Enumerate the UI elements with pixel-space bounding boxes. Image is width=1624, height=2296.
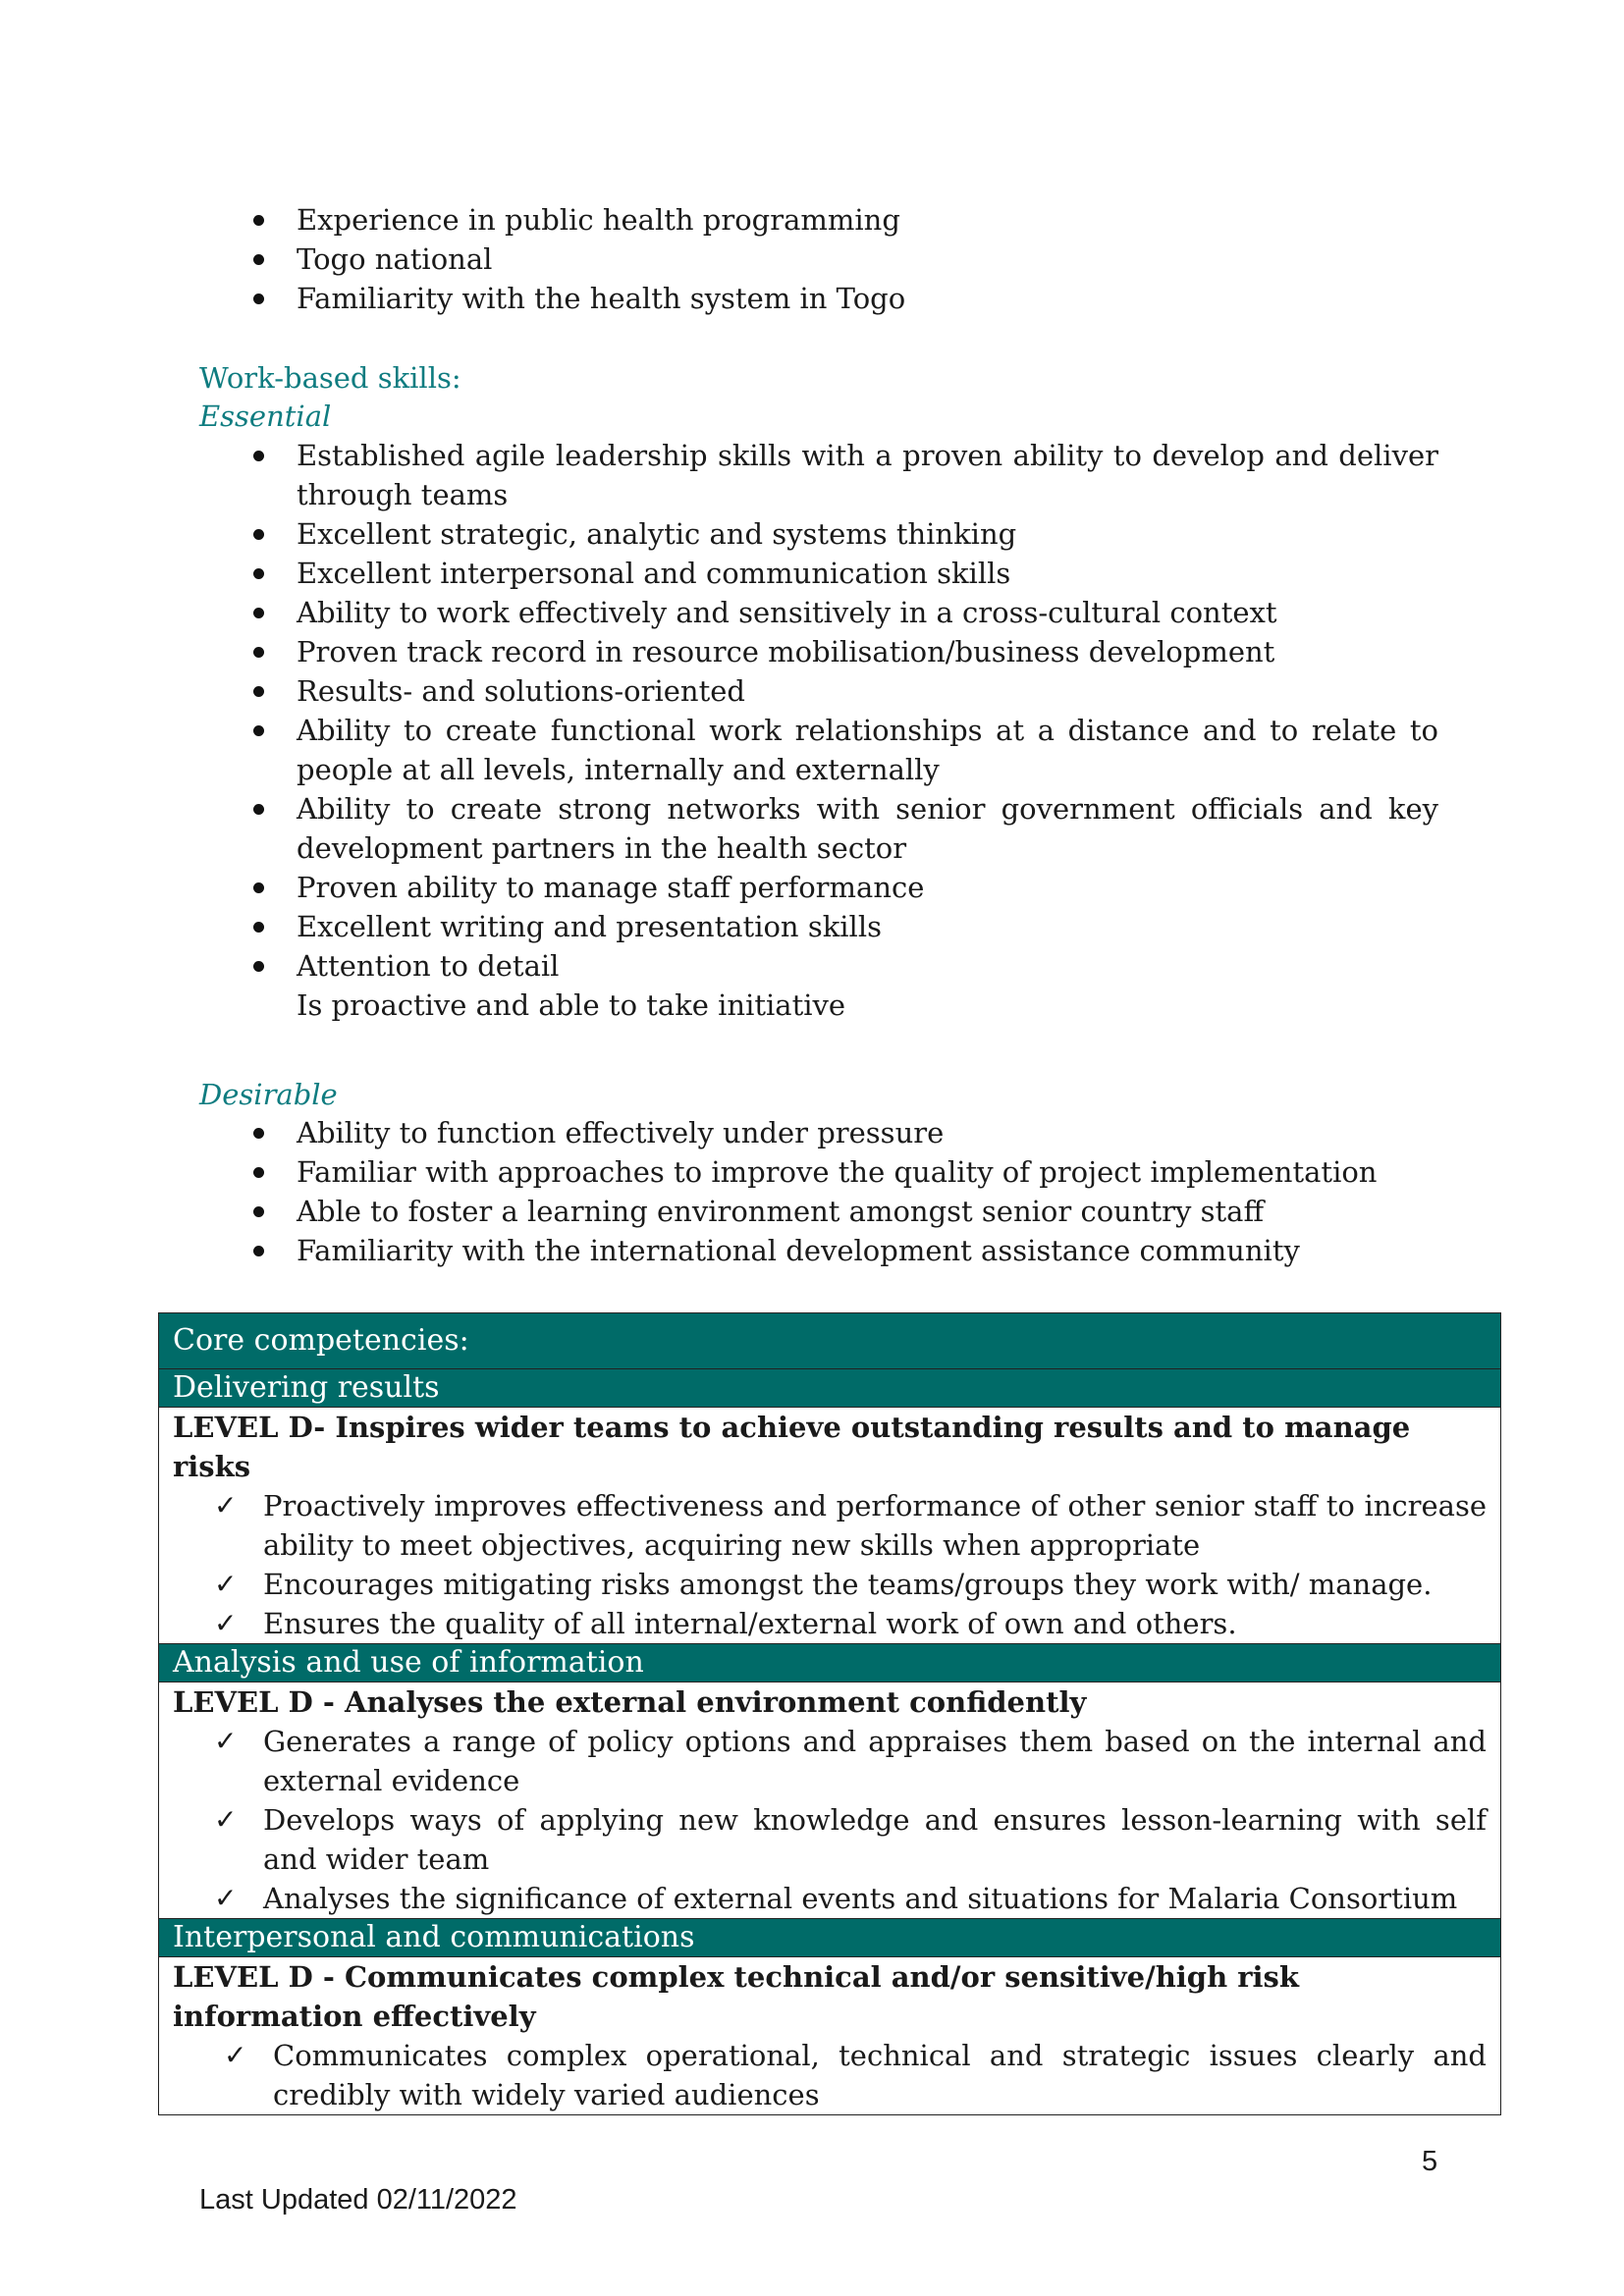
section-header-delivering-results: Delivering results xyxy=(159,1369,1500,1408)
list-item: ✓ Ensures the quality of all internal/external work of own and others. xyxy=(159,1604,1487,1643)
list-item: Proven track record in resource mobilisation/business development xyxy=(199,632,1438,671)
section-header-interpersonal: Interpersonal and communications xyxy=(159,1919,1500,1957)
bullet-icon xyxy=(253,686,264,697)
list-item: Excellent strategic, analytic and systems thinking xyxy=(199,514,1438,554)
check-icon: ✓ xyxy=(214,1882,238,1914)
bullet-icon xyxy=(253,1167,264,1178)
bullet-icon xyxy=(253,294,264,304)
list-item: Established agile leadership skills with a proven ability to develop and deliver through teams xyxy=(199,436,1438,514)
last-updated: Last Updated 02/11/2022 xyxy=(199,2184,517,2216)
work-based-skills-heading: Work-based skills: xyxy=(199,361,461,395)
list-item: ✓ Proactively improves effectiveness and performance of other senior staff to increase ability to meet objectives, acquiring new skills when appropriate xyxy=(159,1486,1487,1565)
bullet-icon xyxy=(253,804,264,815)
list-item: Familiarity with the health system in Togo xyxy=(199,279,1438,318)
bullet-icon xyxy=(253,1246,264,1256)
bullet-icon xyxy=(253,961,264,972)
list-item: Ability to function effectively under pressure xyxy=(199,1113,1438,1152)
check-icon: ✓ xyxy=(224,2039,247,2071)
essential-skills-list xyxy=(199,436,1438,1025)
section-header-analysis: Analysis and use of information xyxy=(159,1644,1500,1682)
check-icon: ✓ xyxy=(214,1803,238,1836)
list-item: Ability to work effectively and sensitively in a cross-cultural context xyxy=(199,593,1438,632)
bullet-icon xyxy=(253,882,264,893)
bullet-icon xyxy=(253,451,264,461)
page-number: 5 xyxy=(1422,2146,1438,2177)
section-body xyxy=(159,1408,1500,1644)
list-item: Proven ability to manage staff performance xyxy=(199,868,1438,907)
experience-list xyxy=(199,200,1438,318)
list-item: Familiar with approaches to improve the quality of project implementation xyxy=(199,1152,1438,1192)
list-item: Familiarity with the international development assistance community xyxy=(199,1231,1438,1270)
competency-list xyxy=(159,1722,1500,1918)
bullet-icon xyxy=(253,529,264,540)
check-icon: ✓ xyxy=(214,1725,238,1757)
bullet-icon xyxy=(253,568,264,579)
list-item: ✓ Analyses the significance of external events and situations for Malaria Consortium xyxy=(159,1879,1487,1918)
check-icon: ✓ xyxy=(214,1568,238,1600)
level-description: LEVEL D - Analyses the external environment confidently xyxy=(173,1685,1087,1719)
list-item: Able to foster a learning environment amongst senior country staff xyxy=(199,1192,1438,1231)
competency-list xyxy=(159,2036,1500,2114)
level-description: LEVEL D - Communicates complex technical and/or sensitive/high risk information effectively xyxy=(173,1960,1299,2033)
bullet-icon xyxy=(253,725,264,736)
list-item: Experience in public health programming xyxy=(199,200,1438,240)
list-item: Ability to create functional work relationships at a distance and to relate to people at all levels, internally and externally xyxy=(199,711,1438,789)
bullet-icon xyxy=(253,647,264,658)
list-item: ✓ Communicates complex operational, technical and strategic issues clearly and credibly with widely varied audiences xyxy=(159,2036,1487,2114)
check-icon: ✓ xyxy=(214,1489,238,1522)
list-item: ✓ Generates a range of policy options and appraises them based on the internal and external evidence xyxy=(159,1722,1487,1800)
list-item: ✓ Develops ways of applying new knowledge and ensures lesson-learning with self and wider team xyxy=(159,1800,1487,1879)
bullet-icon xyxy=(253,1206,264,1217)
bullet-icon xyxy=(253,1128,264,1139)
section-body xyxy=(159,1957,1500,2114)
bullet-icon xyxy=(253,922,264,933)
list-item: Togo national xyxy=(199,240,1438,279)
core-competencies-table xyxy=(158,1312,1501,2115)
bullet-icon xyxy=(253,254,264,265)
list-item: Excellent interpersonal and communication skills xyxy=(199,554,1438,593)
level-description: LEVEL D- Inspires wider teams to achieve outstanding results and to manage risks xyxy=(173,1411,1411,1483)
list-item: Excellent writing and presentation skills xyxy=(199,907,1438,946)
essential-heading: Essential xyxy=(199,400,332,433)
check-icon: ✓ xyxy=(214,1607,238,1639)
desirable-heading: Desirable xyxy=(199,1078,338,1111)
core-competencies-title: Core competencies: xyxy=(159,1313,1500,1369)
list-item: ✓ Encourages mitigating risks amongst the teams/groups they work with/ manage. xyxy=(159,1565,1487,1604)
list-item: Ability to create strong networks with senior government officials and key development partners in the health sector xyxy=(199,789,1438,868)
competency-list xyxy=(159,1486,1500,1643)
bullet-icon xyxy=(253,608,264,618)
section-body xyxy=(159,1682,1500,1919)
desirable-skills-list xyxy=(199,1113,1438,1270)
list-item-continuation: Is proactive and able to take initiative xyxy=(297,988,846,1022)
bullet-icon xyxy=(253,215,264,226)
list-item: Attention to detail xyxy=(199,946,1438,986)
list-item: Results- and solutions-oriented xyxy=(199,671,1438,711)
